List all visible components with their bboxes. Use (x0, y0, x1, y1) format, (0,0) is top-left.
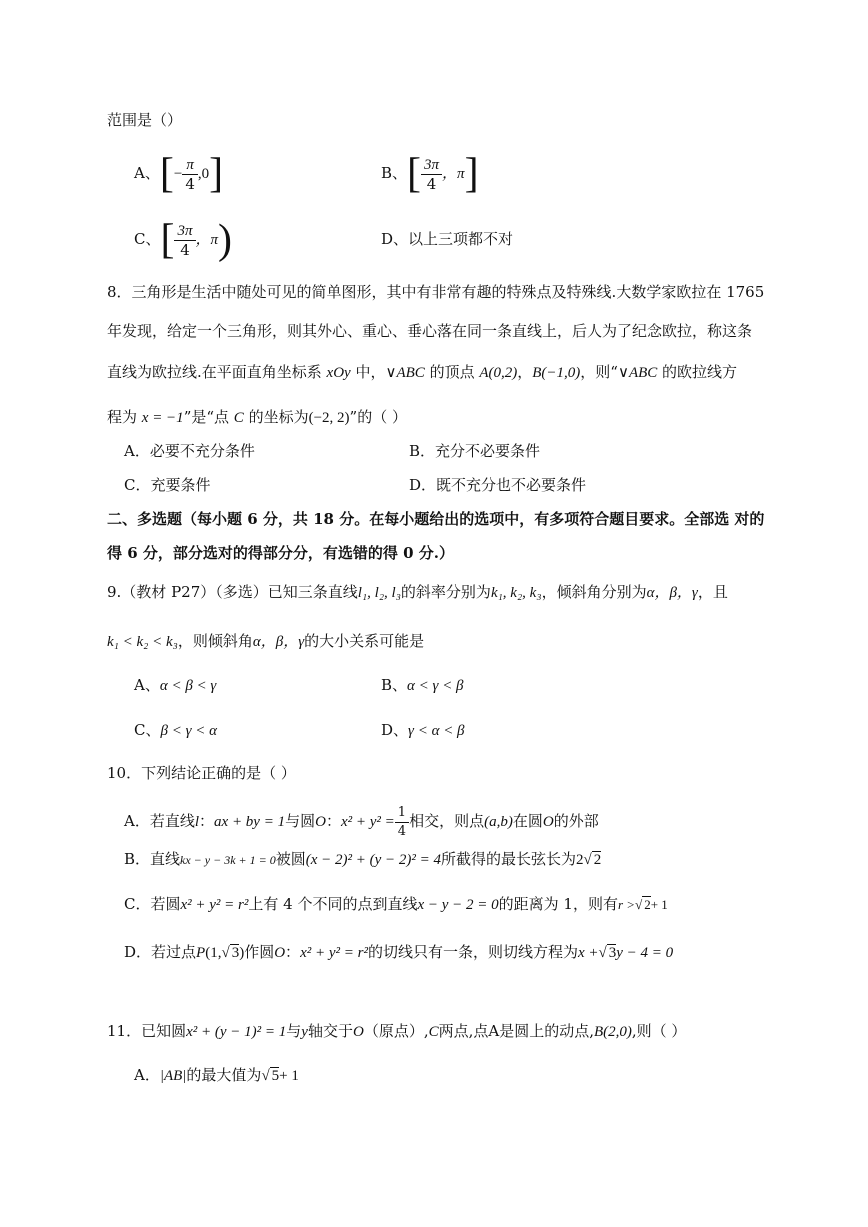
q11-option-a[interactable] (134, 1065, 299, 1086)
q10-stem: 10．下列结论正确的是（ ） (107, 764, 296, 782)
q8-line-4 (107, 407, 407, 428)
text: 被圆 (275, 850, 306, 868)
q9-option-c[interactable] (134, 720, 217, 741)
text: 的切线只有一条，则切线方程为 (367, 943, 578, 961)
q9-line-2 (107, 631, 424, 652)
sqrt-radicand: 3 (608, 945, 617, 961)
q9-option-d[interactable] (381, 720, 465, 741)
section-2-header-line-2: 得 6 分，部分选对的得部分分，有选错的得 0 分.） (107, 544, 454, 562)
math-xoy: xOy (326, 365, 351, 381)
text: 的最大值为 (186, 1066, 262, 1084)
math-inequality: k₁ < k₂ < k₃ (107, 634, 178, 650)
fraction-numerator: 3π (421, 156, 442, 175)
text: ,则（ ） (631, 1022, 687, 1040)
math-circle-eq: x² + y² = r² (180, 897, 249, 913)
q9-option-a[interactable] (134, 675, 216, 696)
sqrt-sign: √ (221, 945, 230, 961)
left-bracket: [ (160, 217, 175, 263)
math-triangle: ∨ABC (617, 365, 658, 381)
sqrt-radicand: 2 (644, 897, 651, 912)
text: ， (517, 363, 533, 381)
math-tangent-eq: y − 4 = 0 (616, 945, 674, 961)
math-angles: α，β，γ (646, 585, 698, 601)
math-triangle: ∨ABC (385, 365, 425, 381)
fraction-numerator: 1 (395, 804, 409, 823)
interval-tail: ，π (442, 166, 465, 182)
q10-option-b[interactable] (124, 849, 601, 870)
interval-tail: ，π (195, 232, 219, 248)
q8-option-d[interactable]: D．既不充分也不必要条件 (409, 476, 587, 494)
text: 两点,点A是圆上的动点, (438, 1022, 594, 1040)
interval-tail: ,0 (197, 166, 210, 182)
q8-line-1: 8．三角形是生活中随处可见的简单图形，其中有非常有趣的特殊点及特殊线.大数学家欧拉在 1765 (107, 283, 765, 301)
text: 轴交于 (307, 1022, 353, 1040)
math-point-c: C (233, 410, 244, 426)
sqrt-sign: √ (583, 852, 592, 868)
text: 与 (286, 1022, 302, 1040)
fraction-numerator: 3π (174, 222, 195, 241)
math-equation: ax + by = 1 (214, 814, 286, 830)
fraction-denominator: 4 (180, 240, 190, 259)
q10-option-d[interactable] (124, 942, 673, 963)
text: 相交，则点 (409, 812, 485, 830)
math-circle-eq: x² + (y − 1)² = 1 (186, 1024, 287, 1040)
option-label: A、 (134, 164, 160, 182)
text: 的大小关系可能是 (304, 632, 425, 650)
q10-option-c[interactable] (124, 894, 668, 915)
sqrt-radicand: 2 (593, 852, 602, 868)
option-label: B、 (381, 676, 408, 694)
math-point-c: C (428, 1024, 439, 1040)
math-tangent-eq: x + (577, 945, 599, 961)
text: ，则倾斜角 (177, 632, 253, 650)
text: 9.（教材 P27）（多选）已知三条直线 (107, 583, 358, 601)
fraction-numerator: π (182, 156, 198, 175)
text: 直线为欧拉线.在平面直角坐标系 (107, 363, 327, 381)
fraction-denominator: 4 (426, 174, 437, 193)
q10-option-a[interactable] (124, 800, 599, 843)
text: ： (285, 943, 301, 961)
option-math: α < γ < β (407, 678, 464, 694)
fraction (174, 222, 195, 259)
right-paren: ) (218, 217, 233, 263)
sqrt-radicand: 3 (231, 945, 240, 961)
math-coordinate: ) (239, 945, 245, 961)
math-line-eq: kx − y − 3k + 1 = 0 (180, 853, 276, 867)
q8-option-b[interactable]: B．充分不必要条件 (409, 442, 541, 460)
q8-line-2: 年发现，给定一个三角形，则其外心、重心、垂心落在同一条直线上，后人为了纪念欧拉，称这条 (107, 322, 753, 340)
option-label: A、 (134, 676, 160, 694)
math-y-axis: y (301, 1024, 308, 1040)
q11-stem (107, 1021, 686, 1042)
text: （原点）, (363, 1022, 429, 1040)
text: ，且 (697, 583, 728, 601)
math-point-a: A(0,2) (479, 365, 518, 381)
math-coefficient: 2 (576, 852, 584, 868)
text: A． (134, 1066, 160, 1084)
minus-sign: − (173, 166, 183, 182)
math-point-b: B(−1,0) (532, 365, 581, 381)
right-bracket: ] (209, 151, 224, 197)
option-label: C、 (134, 721, 161, 739)
math-origin: O (352, 1024, 364, 1040)
q7-option-a[interactable] (134, 150, 223, 197)
math-inequality: r > (617, 897, 636, 912)
q8-line-3 (107, 362, 737, 383)
text: ”的（ ） (349, 408, 407, 426)
math-circle-o: O (542, 814, 554, 830)
sqrt-radicand: 5 (271, 1068, 280, 1084)
q7-option-b[interactable] (381, 150, 479, 197)
text: 的欧拉线方 (657, 363, 738, 381)
text: 的顶点 (424, 363, 480, 381)
math-circle-eq: (x − 2)² + (y − 2)² = 4 (305, 852, 442, 868)
math-point-p: P (196, 945, 206, 961)
math-abs-ab: |AB| (159, 1068, 187, 1084)
math-line-eq: x − y − 2 = 0 (417, 897, 499, 913)
text: ，倾斜角分别为 (541, 583, 647, 601)
left-bracket: [ (159, 151, 174, 197)
fraction (182, 156, 198, 193)
text: 与圆 (285, 812, 316, 830)
q8-option-c[interactable]: C．充要条件 (124, 476, 211, 494)
math-tail: + 1 (279, 1068, 299, 1084)
sqrt-sign: √ (635, 897, 643, 912)
text: 的外部 (553, 812, 599, 830)
text: ： (325, 812, 341, 830)
fraction (421, 156, 442, 193)
math-point: (a,b) (484, 814, 513, 830)
text: B．直线 (124, 850, 181, 868)
text: 的坐标为 (243, 408, 309, 426)
math-lines: l₁, l₂, l₃ (357, 585, 401, 601)
math-circle-eq: x² + y² = r² (300, 945, 368, 961)
math-point-b: B(2,0) (593, 1024, 632, 1040)
option-math: β < γ < α (160, 723, 217, 739)
text: 程为 (107, 408, 142, 426)
math-equation: x = −1 (141, 410, 184, 426)
math-coordinate: (1, (205, 945, 222, 961)
option-label: C、 (134, 230, 161, 248)
option-text: 以上三项都不对 (408, 230, 514, 248)
fraction-denominator: 4 (185, 174, 195, 193)
math-coordinate: (−2, 2) (308, 410, 350, 426)
option-label: D、 (381, 230, 409, 248)
option-label: B、 (381, 164, 408, 182)
math-circle-o: O (315, 814, 326, 830)
q9-option-b[interactable] (381, 675, 464, 696)
q8-option-a[interactable]: A．必要不充分条件 (124, 442, 255, 460)
q9-line-1 (107, 582, 728, 603)
text: ”是“点 (183, 408, 234, 426)
left-bracket: [ (407, 151, 422, 197)
text: 中， (350, 363, 386, 381)
text: A．若直线 (124, 812, 195, 830)
text: D．若过点 (124, 943, 197, 961)
option-label: D、 (381, 721, 409, 739)
q7-option-c[interactable] (134, 216, 232, 263)
text: 所截得的最长弦长为 (441, 850, 577, 868)
text: 的斜率分别为 (400, 583, 491, 601)
sqrt-sign: √ (598, 945, 607, 961)
text: ，则“ (580, 363, 618, 381)
section-2-header-line-1: 二、多选题（每小题 6 分，共 18 分。在每小题给出的选项中，有多项符合题目要求。全部选 对的 (107, 510, 765, 528)
fraction (395, 804, 409, 841)
q7-option-d[interactable] (381, 229, 513, 249)
text: 在圆 (512, 812, 543, 830)
option-math: α < β < γ (159, 678, 217, 694)
math-angles: α，β，γ (252, 634, 305, 650)
math-circle-o: O (274, 945, 286, 961)
math-inequality-tail: + 1 (650, 897, 668, 912)
q7-continuation: 范围是（） (107, 111, 183, 129)
text: 上有 4 个不同的点到直线 (248, 895, 418, 913)
math-circle-eq: x² + y² = (340, 814, 395, 830)
sqrt-sign: √ (261, 1068, 270, 1084)
text: ： (199, 812, 215, 830)
math-slopes: k₁, k₂, k₃ (490, 585, 542, 601)
text: 作圆 (244, 943, 275, 961)
text: C．若圆 (124, 895, 181, 913)
option-math: γ < α < β (408, 723, 465, 739)
right-bracket: ] (464, 151, 479, 197)
text: 的距离为 1，则有 (498, 895, 618, 913)
math-line-l: l (194, 814, 200, 830)
fraction-denominator: 4 (397, 823, 407, 839)
text: 11．已知圆 (107, 1022, 187, 1040)
